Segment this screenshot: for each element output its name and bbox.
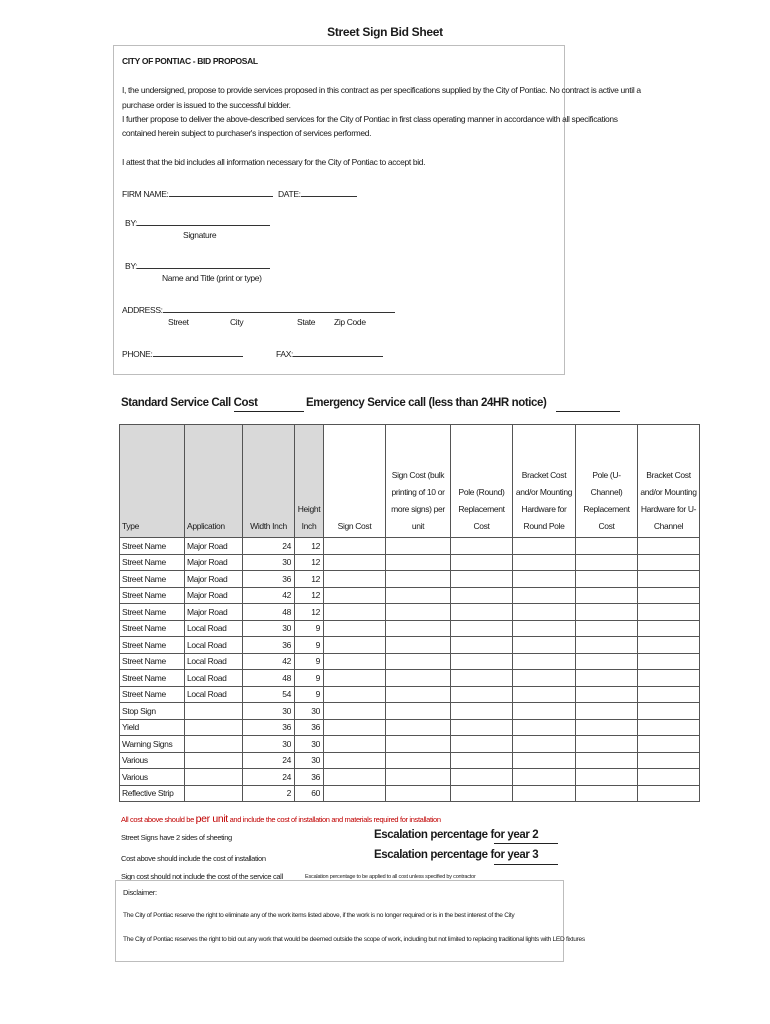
proposal-paragraph2-line2: contained herein subject to purchaser's inspection of services performed. — [122, 128, 372, 138]
cell-type: Street Name — [120, 620, 185, 637]
service-call-exclusion-note: Sign cost should not include the cost of the service call — [121, 872, 283, 881]
cell-type: Street Name — [120, 571, 185, 588]
name-title-field[interactable] — [125, 259, 270, 271]
table-row — [120, 703, 700, 720]
table-row — [120, 653, 700, 670]
cell-sign-cost-bulk-input[interactable] — [386, 604, 451, 621]
cell-width: 54 — [243, 686, 295, 703]
cell-type: Street Name — [120, 587, 185, 604]
cell-sign-cost-input[interactable] — [324, 686, 386, 703]
bid-price-table — [119, 424, 700, 802]
cell-sign-cost-bulk-input[interactable] — [386, 571, 451, 588]
proposal-heading: CITY OF PONTIAC - BID PROPOSAL — [122, 56, 258, 66]
cell-width: 24 — [243, 769, 295, 786]
cell-sign-cost-bulk-input[interactable] — [386, 637, 451, 654]
cell-application: Local Road — [185, 637, 243, 654]
street-caption: Street — [168, 317, 189, 327]
cell-bracket-round-input[interactable] — [513, 752, 576, 769]
per-unit-note — [121, 813, 441, 825]
cell-sign-cost-input[interactable] — [324, 703, 386, 720]
cell-bracket-round-input[interactable] — [513, 719, 576, 736]
cell-width: 36 — [243, 571, 295, 588]
cell-pole-channel-input[interactable] — [576, 571, 638, 588]
firm-name-field[interactable] — [122, 187, 273, 199]
cell-bracket-channel-input[interactable] — [638, 752, 700, 769]
cell-width: 24 — [243, 538, 295, 555]
header-bracket-channel: Bracket Cost and/or Mounting Hardware for U-Channel — [638, 425, 700, 538]
cell-sign-cost-bulk-input[interactable] — [386, 769, 451, 786]
cell-sign-cost-input[interactable] — [324, 538, 386, 555]
cell-height: 9 — [295, 620, 324, 637]
cell-type: Various — [120, 752, 185, 769]
cell-bracket-channel-input[interactable] — [638, 538, 700, 555]
cell-application — [185, 736, 243, 753]
cell-pole-channel-input[interactable] — [576, 554, 638, 571]
cell-width: 30 — [243, 620, 295, 637]
disclaimer-box — [115, 880, 564, 962]
fax-field[interactable] — [276, 347, 383, 359]
cell-application — [185, 785, 243, 802]
proposal-paragraph1-line2: purchase order is issued to the successful bidder. — [122, 100, 291, 110]
cell-application — [185, 769, 243, 786]
header-sign-cost: Sign Cost — [324, 425, 386, 538]
table-row — [120, 620, 700, 637]
cell-application: Local Road — [185, 670, 243, 687]
cell-height: 12 — [295, 554, 324, 571]
cell-height: 9 — [295, 637, 324, 654]
address-field[interactable] — [122, 303, 395, 315]
cell-bracket-round-input[interactable] — [513, 620, 576, 637]
header-width: Width Inch — [243, 425, 295, 538]
date-field[interactable] — [278, 187, 357, 199]
cell-height: 30 — [295, 752, 324, 769]
cell-bracket-channel-input[interactable] — [638, 719, 700, 736]
cell-sign-cost-input[interactable] — [324, 587, 386, 604]
cell-bracket-channel-input[interactable] — [638, 587, 700, 604]
cell-sign-cost-input[interactable] — [324, 637, 386, 654]
name-title-caption: Name and Title (print or type) — [162, 273, 262, 283]
cell-height: 9 — [295, 686, 324, 703]
cell-bracket-channel-input[interactable] — [638, 620, 700, 637]
per-unit-note-suffix: and include the cost of installation and materials required for installation — [229, 815, 441, 824]
cell-bracket-round-input[interactable] — [513, 653, 576, 670]
fax-label: FAX: — [276, 349, 294, 359]
cell-bracket-round-input[interactable] — [513, 670, 576, 687]
cell-sign-cost-input[interactable] — [324, 736, 386, 753]
cell-application — [185, 703, 243, 720]
cell-bracket-channel-input[interactable] — [638, 571, 700, 588]
cell-height: 12 — [295, 571, 324, 588]
cell-application — [185, 719, 243, 736]
cell-pole-round-input[interactable] — [451, 587, 513, 604]
cell-width: 30 — [243, 554, 295, 571]
cell-application: Local Road — [185, 686, 243, 703]
cell-bracket-channel-input[interactable] — [638, 554, 700, 571]
cell-sign-cost-input[interactable] — [324, 719, 386, 736]
table-row — [120, 785, 700, 802]
cell-pole-channel-input[interactable] — [576, 620, 638, 637]
cell-height: 36 — [295, 769, 324, 786]
city-caption: City — [230, 317, 244, 327]
escalation-application-note: Escalation percentage to be applied to all cost unless specified by contractor — [305, 874, 476, 880]
header-bracket-round: Bracket Cost and/or Mounting Hardware for Round Pole — [513, 425, 576, 538]
cell-bracket-round-input[interactable] — [513, 736, 576, 753]
phone-field[interactable] — [122, 347, 243, 359]
cell-bracket-channel-input[interactable] — [638, 686, 700, 703]
cell-width: 2 — [243, 785, 295, 802]
cell-pole-channel-input[interactable] — [576, 653, 638, 670]
cell-application: Major Road — [185, 554, 243, 571]
cell-pole-round-input[interactable] — [451, 752, 513, 769]
cell-type: Street Name — [120, 686, 185, 703]
header-type: Type — [120, 425, 185, 538]
cell-bracket-round-input[interactable] — [513, 538, 576, 555]
cell-pole-channel-input[interactable] — [576, 587, 638, 604]
cell-application: Major Road — [185, 571, 243, 588]
cell-height: 30 — [295, 703, 324, 720]
table-row — [120, 670, 700, 687]
cell-type: Reflective Strip — [120, 785, 185, 802]
cell-width: 36 — [243, 719, 295, 736]
table-row — [120, 554, 700, 571]
per-unit-note-prefix: All cost above should be — [121, 815, 194, 824]
table-row — [120, 571, 700, 588]
date-label: DATE: — [278, 189, 301, 199]
cell-pole-round-input[interactable] — [451, 538, 513, 555]
cell-pole-round-input[interactable] — [451, 571, 513, 588]
proposal-paragraph1-line1: I, the undersigned, propose to provide services proposed in this contract as per specifications supplied by the City of Pontiac. No contract is active until a — [122, 85, 641, 95]
escalation-year3-label: Escalation percentage for year 3 — [374, 849, 539, 861]
cell-sign-cost-bulk-input[interactable] — [386, 620, 451, 637]
cell-pole-round-input[interactable] — [451, 719, 513, 736]
cell-width: 30 — [243, 703, 295, 720]
cell-sign-cost-bulk-input[interactable] — [386, 686, 451, 703]
cell-sign-cost-bulk-input[interactable] — [386, 752, 451, 769]
cell-pole-channel-input[interactable] — [576, 769, 638, 786]
cell-pole-round-input[interactable] — [451, 554, 513, 571]
cell-bracket-round-input[interactable] — [513, 604, 576, 621]
firm-name-label: FIRM NAME: — [122, 189, 169, 199]
two-sides-note: Street Signs have 2 sides of sheeting — [121, 833, 232, 842]
disclaimer-heading: Disclaimer: — [123, 888, 157, 897]
emergency-service-call-input[interactable] — [556, 411, 620, 412]
cell-type: Street Name — [120, 604, 185, 621]
header-application: Application — [185, 425, 243, 538]
per-unit-note-emphasis: per unit — [195, 813, 228, 825]
cell-sign-cost-input[interactable] — [324, 571, 386, 588]
cell-pole-channel-input[interactable] — [576, 736, 638, 753]
table-row — [120, 637, 700, 654]
cell-height: 60 — [295, 785, 324, 802]
cell-bracket-channel-input[interactable] — [638, 670, 700, 687]
table-row — [120, 587, 700, 604]
cell-application: Local Road — [185, 620, 243, 637]
cell-width: 42 — [243, 653, 295, 670]
cell-pole-round-input[interactable] — [451, 736, 513, 753]
cell-width: 42 — [243, 587, 295, 604]
cell-sign-cost-input[interactable] — [324, 769, 386, 786]
cell-pole-round-input[interactable] — [451, 620, 513, 637]
cell-type: Street Name — [120, 538, 185, 555]
cell-bracket-channel-input[interactable] — [638, 653, 700, 670]
table-row — [120, 752, 700, 769]
attest-statement: I attest that the bid includes all information necessary for the City of Pontiac to accept bid. — [122, 157, 426, 167]
by-label-name: BY: — [125, 261, 138, 271]
cell-application: Major Road — [185, 538, 243, 555]
cell-height: 36 — [295, 719, 324, 736]
cell-sign-cost-bulk-input[interactable] — [386, 653, 451, 670]
cell-application: Major Road — [185, 587, 243, 604]
cell-application: Local Road — [185, 653, 243, 670]
disclaimer-line1: The City of Pontiac reserve the right to eliminate any of the work items listed above, if the work is no longer required or is in the best interest of the City — [123, 912, 515, 919]
cell-pole-round-input[interactable] — [451, 653, 513, 670]
cell-type: Street Name — [120, 653, 185, 670]
cell-pole-channel-input[interactable] — [576, 686, 638, 703]
table-header-row — [120, 425, 700, 538]
cell-application: Major Road — [185, 604, 243, 621]
cell-pole-round-input[interactable] — [451, 703, 513, 720]
cell-bracket-channel-input[interactable] — [638, 769, 700, 786]
cell-sign-cost-bulk-input[interactable] — [386, 554, 451, 571]
page-title: Street Sign Bid Sheet — [327, 25, 443, 39]
cell-pole-round-input[interactable] — [451, 686, 513, 703]
cell-height: 12 — [295, 538, 324, 555]
cell-bracket-round-input[interactable] — [513, 587, 576, 604]
cell-height: 9 — [295, 653, 324, 670]
cell-pole-channel-input[interactable] — [576, 670, 638, 687]
cell-bracket-channel-input[interactable] — [638, 604, 700, 621]
cell-pole-channel-input[interactable] — [576, 538, 638, 555]
state-caption: State — [297, 317, 316, 327]
phone-label: PHONE: — [122, 349, 153, 359]
cell-width: 48 — [243, 604, 295, 621]
cell-type: Street Name — [120, 637, 185, 654]
cell-pole-channel-input[interactable] — [576, 719, 638, 736]
cell-sign-cost-input[interactable] — [324, 752, 386, 769]
escalation-year2-label: Escalation percentage for year 2 — [374, 829, 539, 841]
cell-type: Warning Signs — [120, 736, 185, 753]
cell-pole-channel-input[interactable] — [576, 785, 638, 802]
cell-pole-channel-input[interactable] — [576, 752, 638, 769]
cell-bracket-round-input[interactable] — [513, 703, 576, 720]
table-row — [120, 686, 700, 703]
cell-sign-cost-input[interactable] — [324, 554, 386, 571]
header-height: Height Inch — [295, 425, 324, 538]
cell-application — [185, 752, 243, 769]
cell-bracket-round-input[interactable] — [513, 571, 576, 588]
signature-caption: Signature — [183, 230, 217, 240]
cell-sign-cost-bulk-input[interactable] — [386, 587, 451, 604]
cell-bracket-round-input[interactable] — [513, 785, 576, 802]
cell-bracket-round-input[interactable] — [513, 686, 576, 703]
cell-bracket-round-input[interactable] — [513, 554, 576, 571]
cell-width: 24 — [243, 752, 295, 769]
cell-pole-round-input[interactable] — [451, 769, 513, 786]
cell-sign-cost-bulk-input[interactable] — [386, 719, 451, 736]
cell-sign-cost-bulk-input[interactable] — [386, 703, 451, 720]
cell-sign-cost-bulk-input[interactable] — [386, 670, 451, 687]
cell-width: 30 — [243, 736, 295, 753]
standard-service-call-label: Standard Service Call Cost — [121, 397, 258, 409]
cell-pole-round-input[interactable] — [451, 785, 513, 802]
header-sign-cost-bulk: Sign Cost (bulk printing of 10 or more signs) per unit — [386, 425, 451, 538]
include-installation-note: Cost above should include the cost of installation — [121, 854, 266, 863]
cell-sign-cost-input[interactable] — [324, 785, 386, 802]
cell-bracket-channel-input[interactable] — [638, 637, 700, 654]
cell-sign-cost-bulk-input[interactable] — [386, 785, 451, 802]
table-row — [120, 736, 700, 753]
zip-code-caption: Zip Code — [334, 317, 366, 327]
table-row — [120, 604, 700, 621]
cell-pole-round-input[interactable] — [451, 637, 513, 654]
emergency-service-call-label: Emergency Service call (less than 24HR notice) — [306, 397, 547, 409]
cell-height: 12 — [295, 587, 324, 604]
cell-sign-cost-input[interactable] — [324, 670, 386, 687]
cell-type: Various — [120, 769, 185, 786]
cell-pole-channel-input[interactable] — [576, 703, 638, 720]
proposal-paragraph2-line1: I further propose to deliver the above-described services for the City of Pontiac in first class operating manner in accordance with all specifications — [122, 114, 618, 124]
signature-field[interactable] — [125, 216, 270, 228]
cell-pole-channel-input[interactable] — [576, 637, 638, 654]
cell-sign-cost-bulk-input[interactable] — [386, 736, 451, 753]
cell-width: 48 — [243, 670, 295, 687]
cell-type: Yield — [120, 719, 185, 736]
cell-width: 36 — [243, 637, 295, 654]
cell-bracket-round-input[interactable] — [513, 637, 576, 654]
disclaimer-line2: The City of Pontiac reserves the right to bid out any work that would be deemed outside the scope of work, including but not limited to replacing traditional lights with LED fixtures — [123, 936, 585, 943]
cell-type: Street Name — [120, 554, 185, 571]
by-label-signature: BY: — [125, 218, 138, 228]
cell-type: Street Name — [120, 670, 185, 687]
cell-bracket-channel-input[interactable] — [638, 703, 700, 720]
cell-type: Stop Sign — [120, 703, 185, 720]
cell-height: 30 — [295, 736, 324, 753]
table-row — [120, 538, 700, 555]
cell-bracket-channel-input[interactable] — [638, 785, 700, 802]
cell-sign-cost-bulk-input[interactable] — [386, 538, 451, 555]
escalation-year2-input[interactable] — [494, 843, 558, 844]
escalation-year3-input[interactable] — [494, 864, 558, 865]
header-pole-round: Pole (Round) Replacement Cost — [451, 425, 513, 538]
cell-height: 12 — [295, 604, 324, 621]
cell-sign-cost-input[interactable] — [324, 653, 386, 670]
cell-pole-round-input[interactable] — [451, 670, 513, 687]
cell-pole-channel-input[interactable] — [576, 604, 638, 621]
cell-sign-cost-input[interactable] — [324, 604, 386, 621]
address-label: ADDRESS: — [122, 305, 163, 315]
cell-bracket-channel-input[interactable] — [638, 736, 700, 753]
table-row — [120, 769, 700, 786]
cell-height: 9 — [295, 670, 324, 687]
cell-bracket-round-input[interactable] — [513, 769, 576, 786]
cell-pole-round-input[interactable] — [451, 604, 513, 621]
cell-sign-cost-input[interactable] — [324, 620, 386, 637]
standard-service-call-input[interactable] — [234, 411, 304, 412]
table-row — [120, 719, 700, 736]
header-pole-channel: Pole (U-Channel) Replacement Cost — [576, 425, 638, 538]
